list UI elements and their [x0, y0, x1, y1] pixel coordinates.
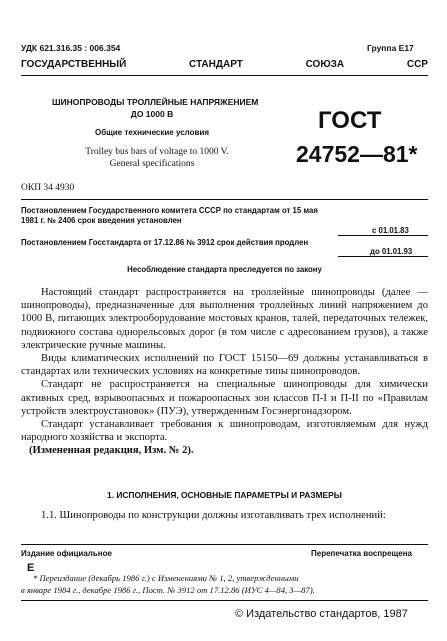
title-line-2: ДО 1000 В [130, 109, 174, 119]
legal-notice: Несоблюдение стандарта преследуется по закону [127, 265, 322, 274]
decree-2-date: до 01.01.93 [370, 247, 413, 256]
gost-number: 24752—81* [296, 141, 418, 167]
decree-1-underline [338, 235, 428, 236]
banner-word: СТАНДАРТ [188, 59, 243, 70]
section-heading: 1. ИСПОЛНЕНИЯ, ОСНОВНЫЕ ПАРАМЕТРЫ И РАЗМЕРЫ [107, 490, 342, 500]
decree-2-underline [338, 256, 428, 257]
okp-code: ОКП 34 4930 [21, 183, 75, 193]
official-edition: Издание официальное [21, 549, 112, 558]
footnote-line-2: в январе 1984 г., декабре 1986 г., Пост. № 3912 от 17.12.86 (ИУС 4—84, 3—87). [21, 585, 315, 595]
footer-rule [21, 544, 428, 545]
footnote-line-1: * Переиздание (декабрь 1986 г.) с Изменениями № 1, 2, утвержденными [33, 573, 299, 583]
banner-word: ССР [406, 59, 428, 70]
footnote-rule [21, 600, 428, 601]
banner-word: СОЮЗА [305, 59, 345, 70]
title-subtitle: Общие технические условия [94, 128, 210, 137]
paragraph-climate: Виды климатических исполнений по ГОСТ 15150—69 должны устанавливаться в стандартах или технических условиях на конкретные типы шинопроводов. [21, 353, 428, 378]
paragraph-exclusions: Стандарт не распространяется на специальные шинопроводы для химически активных сред, взрывоопасных и пожароопасных зон классов П-I и П-II по «Правилам устройств электроустановок» (ПУЭ), утвержденным Госэнергонадзором. [21, 379, 428, 417]
paragraph-amendment: (Измененная редакция, Изм. № 2). [29, 445, 194, 457]
decree-1-line-1: Постановлением Государственного комитета СССР по стандартам от 15 мая [21, 206, 318, 215]
standard-banner [21, 59, 428, 70]
english-title-2: General specifications [109, 159, 195, 169]
title-line-1: ШИНОПРОВОДЫ ТРОЛЛЕЙНЫЕ НАПРЯЖЕНИЕМ [52, 97, 259, 107]
gost-label: ГОСТ [318, 107, 382, 134]
paragraph-scope: Настоящий стандарт распространяется на троллейные шинопроводы (далее — шинопроводы), предназначенные для выполнения троллейных линий напряжением до 1000 В, питающих электрооборудование мостовых кранов, талей, передаточных тележек, подвижного состава однорельсовых дорог (в том числе с адресованием грузов), а также электрические ручные машины. [21, 287, 428, 351]
decree-1-date: с 01.01.83 [372, 226, 409, 235]
okp-rule [21, 199, 428, 200]
paragraph-requirements: Стандарт устанавливает требования к шинопроводам, изготовляемым для нужд народного хозяйства и экспорта. [21, 419, 428, 444]
body-text [21, 286, 428, 458]
reprint-notice: Перепечатка воспрещена [311, 549, 412, 558]
edition-letter: Е [27, 562, 35, 574]
decree-1-line-2: 1981 г. № 2406 срок введения установлен [21, 216, 182, 225]
copyright: © Издательство стандартов, 1987 [235, 608, 408, 620]
decree-2-line-1: Постановлением Госстандарта от 17.12.86 № 3912 срок действия продлен [21, 238, 309, 247]
english-title-1: Trolley bus bars of voltage to 1000 V. [85, 147, 229, 157]
banner-word: ГОСУДАРСТВЕННЫЙ [21, 59, 127, 70]
udc-code: УДК 621.316.35 : 006.354 [21, 43, 121, 53]
group-code: Группа Е17 [367, 43, 414, 53]
banner-rule [21, 75, 428, 76]
clause-1-1 [21, 509, 428, 522]
clause-1-1-text: 1.1. Шинопроводы по конструкции должны изготавливать трех исполнений: [41, 510, 386, 521]
